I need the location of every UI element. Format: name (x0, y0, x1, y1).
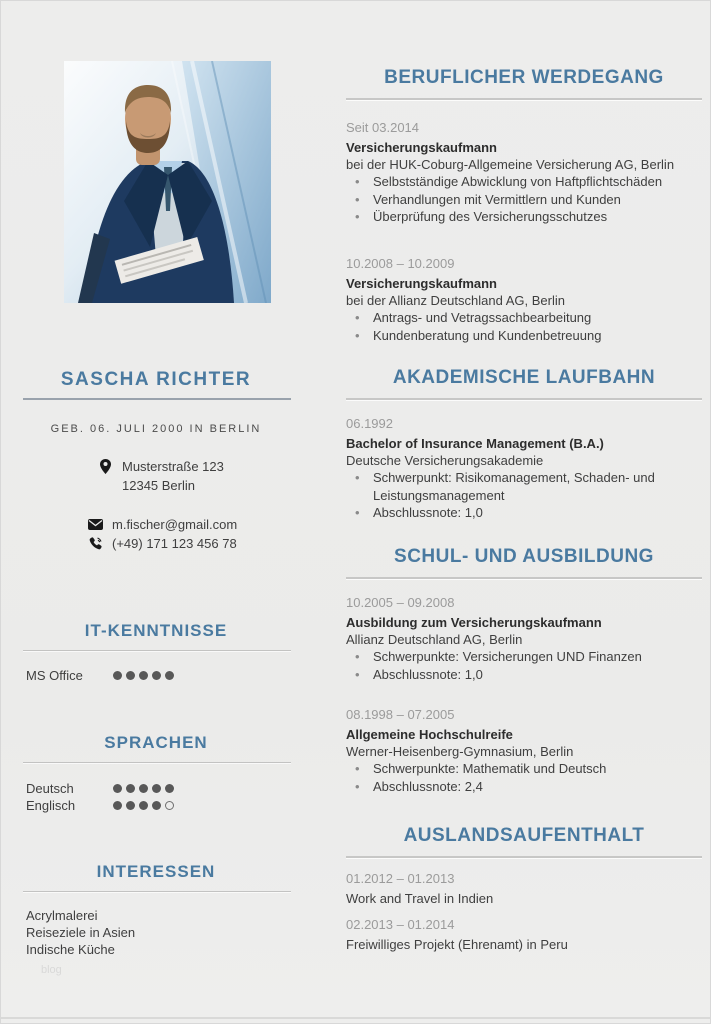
skill-dot (165, 801, 174, 810)
entry-organization: bei der HUK-Coburg-Allgemeine Versicherung AG, Berlin (346, 157, 675, 172)
education-entry (346, 706, 702, 795)
skill-dot (165, 784, 174, 793)
entry-date: 08.1998 – 07.2005 (346, 707, 455, 722)
birth-line: GEB. 06. JULI 2000 IN BERLIN (50, 423, 262, 435)
envelope-icon (87, 519, 103, 530)
academic-entry (346, 415, 702, 522)
phone-text: (+49) 171 123 456 78 (112, 536, 237, 551)
academic-heading: AKADEMISCHE LAUFBAHN (392, 367, 656, 388)
address-line2: 12345 Berlin (122, 478, 195, 493)
skill-dot (126, 801, 135, 810)
section-divider (346, 577, 702, 579)
skill-level-dots (113, 784, 174, 793)
skill-row (26, 798, 286, 815)
bullet-item: • Schwerpunkt: Risikomanagement, Schaden- und Leistungsmanagement (346, 469, 702, 504)
abroad-entry (346, 870, 702, 907)
entry-title: Work and Travel in Indien (346, 891, 494, 906)
skill-dot (113, 784, 122, 793)
section-divider (23, 650, 291, 651)
watermark: blog (41, 964, 62, 976)
skill-dot (165, 671, 174, 680)
languages-heading: SPRACHEN (104, 733, 208, 752)
entry-organization: Werner-Heisenberg-Gymnasium, Berlin (346, 744, 574, 759)
entry-bullets (346, 469, 702, 522)
profile-photo-illustration (64, 61, 271, 303)
interest-item: Acrylmalerei (26, 908, 98, 923)
address-row (97, 457, 224, 476)
profile-photo (64, 61, 271, 303)
entry-date: 02.2013 – 01.2014 (346, 917, 455, 932)
section-divider (346, 856, 702, 858)
skill-row (26, 668, 286, 685)
interests-list (26, 907, 135, 958)
phone-handset-icon (87, 537, 103, 550)
skill-dot (139, 784, 148, 793)
name-heading: SASCHA RICHTER (60, 369, 252, 390)
entry-date: 10.2005 – 09.2008 (346, 595, 455, 610)
entry-title: Allgemeine Hochschulreife (346, 727, 513, 742)
section-divider (346, 98, 702, 100)
entry-bullets (346, 760, 702, 795)
entry-title: Freiwilliges Projekt (Ehrenamt) in Peru (346, 937, 568, 952)
name-divider (23, 398, 291, 400)
skill-dot (139, 801, 148, 810)
entry-date: 06.1992 (346, 416, 393, 431)
address-line1: Musterstraße 123 (122, 459, 224, 474)
bullet-item: • Abschlussnote: 1,0 (346, 666, 702, 684)
skill-dot (152, 671, 161, 680)
email-row (87, 515, 237, 534)
bullet-item: • Abschlussnote: 1,0 (346, 504, 702, 522)
bullet-item: • Kundenberatung und Kundenbetreuung (346, 327, 702, 345)
interests-heading: INTERESSEN (96, 862, 216, 881)
skill-label: Englisch (26, 798, 76, 813)
entry-title: Versicherungskaufmann (346, 276, 497, 291)
skill-dot (139, 671, 148, 680)
bullet-item: • Verhandlungen mit Vermittlern und Kunden (346, 191, 702, 209)
skill-dot (113, 671, 122, 680)
interest-item: Indische Küche (26, 942, 115, 957)
skill-dot (113, 801, 122, 810)
skill-dot (152, 801, 161, 810)
bullet-item: • Schwerpunkte: Mathematik und Deutsch (346, 760, 702, 778)
education-heading: SCHUL- UND AUSBILDUNG (394, 546, 654, 567)
phone-row (87, 534, 237, 553)
skill-label: Deutsch (26, 781, 74, 796)
address-block (97, 457, 224, 495)
entry-bullets (346, 173, 702, 226)
address-row (97, 476, 224, 495)
bullet-item: • Antrags- und Vetragssachbearbeitung (346, 309, 702, 327)
skill-level-dots (113, 671, 174, 680)
location-pin-icon (97, 459, 113, 474)
entry-bullets (346, 648, 702, 683)
work-entry (346, 255, 702, 344)
entry-bullets (346, 309, 702, 344)
entry-date: 10.2008 – 10.2009 (346, 256, 455, 271)
abroad-heading: AUSLANDSAUFENTHALT (403, 825, 645, 846)
education-entry (346, 594, 702, 683)
bullet-item: • Selbstständige Abwicklung von Haftpflichtschäden (346, 173, 702, 191)
entry-date: Seit 03.2014 (346, 120, 420, 135)
section-divider (23, 762, 291, 763)
it-skills-heading: IT-KENNTNISSE (84, 621, 228, 640)
entry-organization: bei der Allianz Deutschland AG, Berlin (346, 293, 565, 308)
bullet-item: • Überprüfung des Versicherungsschutzes (346, 208, 702, 226)
entry-title: Ausbildung zum Versicherungskaufmann (346, 615, 602, 630)
entry-organization: Deutsche Versicherungsakademie (346, 453, 544, 468)
entry-organization: Allianz Deutschland AG, Berlin (346, 632, 523, 647)
section-divider (346, 398, 702, 400)
skill-dot (152, 784, 161, 793)
contact-block (87, 515, 237, 553)
entry-title: Versicherungskaufmann (346, 140, 497, 155)
section-divider (23, 891, 291, 892)
entry-date: 01.2012 – 01.2013 (346, 871, 455, 886)
skill-dot (126, 671, 135, 680)
work-entry (346, 119, 702, 226)
skill-row (26, 781, 286, 798)
bullet-item: • Schwerpunkte: Versicherungen UND Finanzen (346, 648, 702, 666)
interest-item: Reiseziele in Asien (26, 925, 136, 940)
abroad-entry (346, 916, 702, 953)
entry-title: Bachelor of Insurance Management (B.A.) (346, 436, 604, 451)
main-column (346, 1, 702, 1023)
email-text: m.fischer@gmail.com (112, 517, 238, 532)
skill-level-dots (113, 801, 174, 810)
bullet-item: • Abschlussnote: 2,4 (346, 778, 702, 796)
skill-label: MS Office (26, 668, 83, 683)
skill-dot (126, 784, 135, 793)
work-history-heading: BERUFLICHER WERDEGANG (384, 67, 664, 88)
